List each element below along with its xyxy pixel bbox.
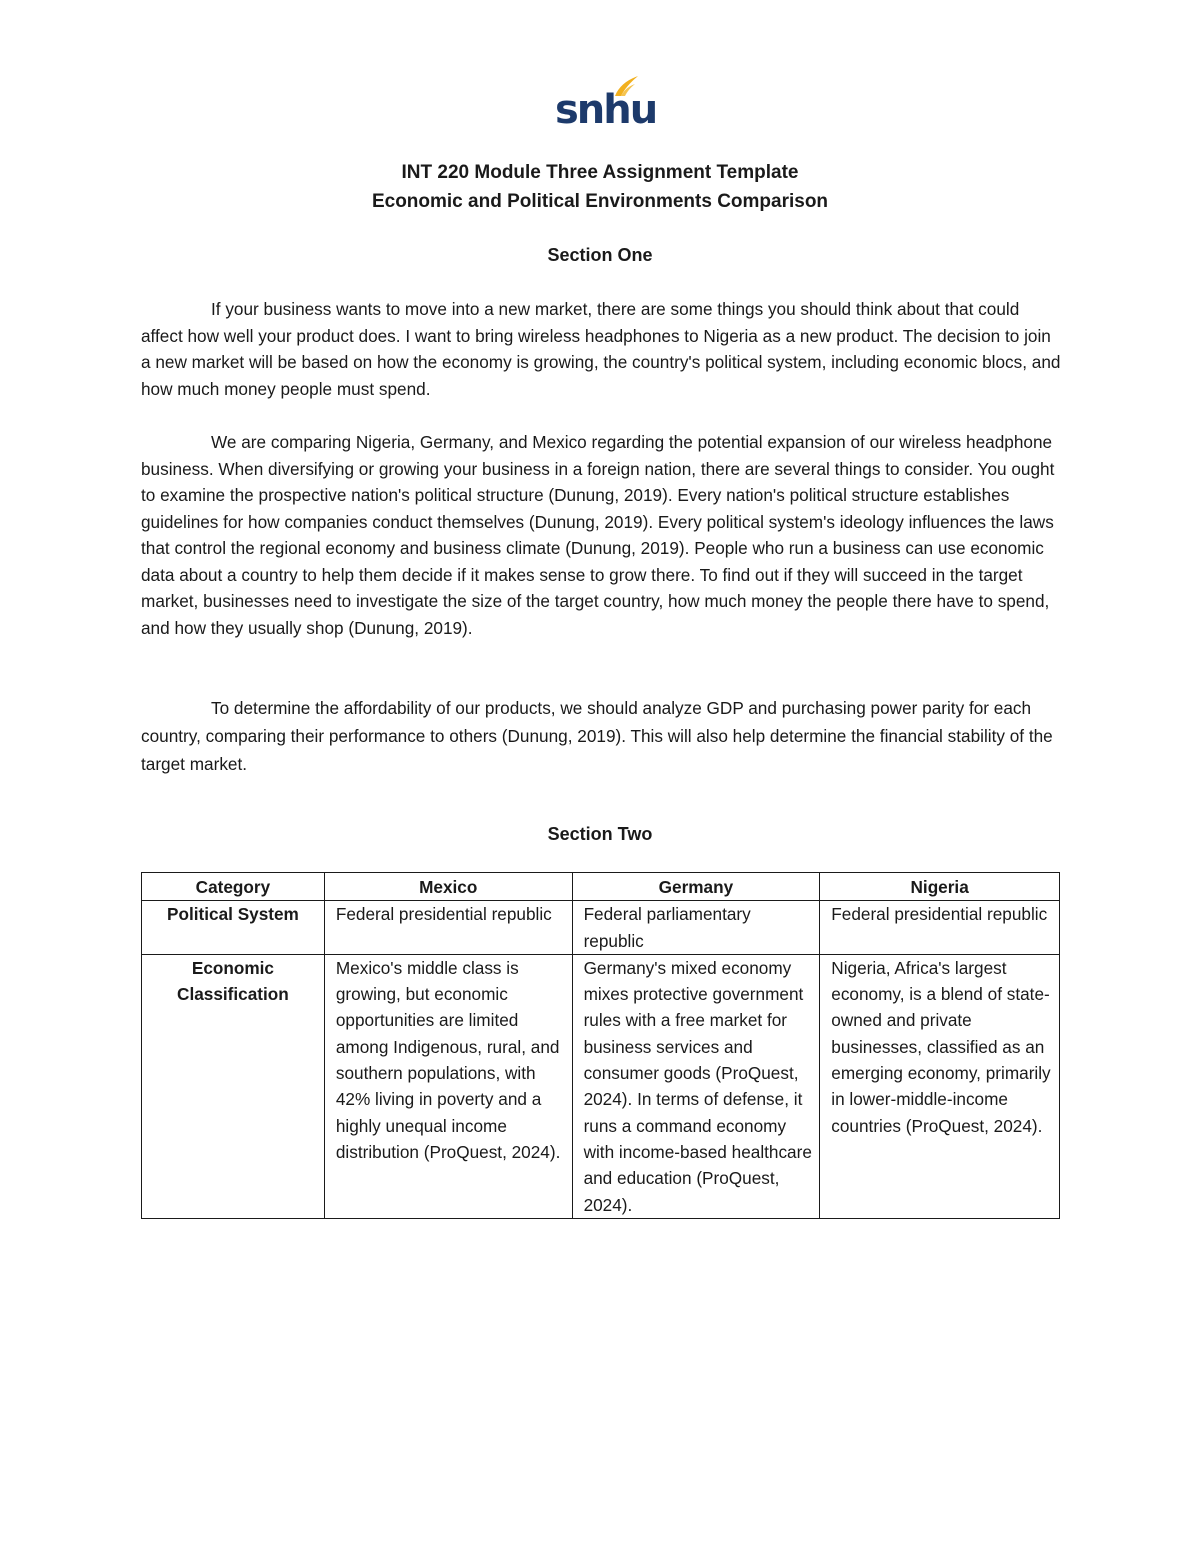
cell-nigeria-economic-classification: Nigeria, Africa's largest economy, is a blend of state-owned and private businesses, classified as an emerging economy, primarily in lower-middle-income countries (ProQuest, 2024). [820, 954, 1060, 1218]
column-header-nigeria: Nigeria [820, 873, 1060, 901]
column-header-category: Category [142, 873, 325, 901]
document-title-block [0, 158, 1200, 216]
cell-nigeria-political-system: Federal presidential republic [820, 901, 1060, 955]
document-subtitle: Economic and Political Environments Comparison [371, 191, 829, 212]
section-one-paragraph-3: To determine the affordability of our products, we should analyze GDP and purchasing power parity for each country, comparing their performance to others (Dunung, 2019). This will also help determine the financial stability of the target market. [141, 698, 1053, 774]
logo-wordmark: snhu [555, 87, 657, 133]
table-row [142, 901, 1060, 955]
cell-germany-political-system: Federal parliamentary republic [572, 901, 820, 955]
section-one-heading: Section One [547, 245, 653, 265]
cell-mexico-political-system: Federal presidential republic [324, 901, 572, 955]
table-row [142, 954, 1060, 1218]
column-header-germany: Germany [572, 873, 820, 901]
cell-mexico-economic-classification: Mexico's middle class is growing, but economic opportunities are limited among Indigenous, rural, and southern populations, with 42% living in poverty and a highly unequal income distribution (ProQuest, 2024). [324, 954, 572, 1218]
section-one-paragraph-2: We are comparing Nigeria, Germany, and Mexico regarding the potential expansion of our wireless headphone business. When diversifying or growing your business in a foreign nation, there are several things to consider. You ought to examine the prospective nation's political structure (Dunung, 2019). Every nation's political structure establishes guidelines for how companies conduct themselves (Dunung, 2019). Every political system's ideology influences the laws that control the regional economy and business climate (Dunung, 2019). People who run a business can use economic data about a country to help them decide if it makes sense to grow there. To find out if they will succeed in the target market, businesses need to investigate the size of the target country, how much money the people there have to spend, and how they usually shop (Dunung, 2019). [141, 432, 1055, 638]
row-header-economic-classification: Economic Classification [142, 954, 325, 1218]
comparison-table [141, 872, 1060, 1219]
cell-germany-economic-classification: Germany's mixed economy mixes protective government rules with a free market for business services and consumer goods (ProQuest, 2024). In terms of defense, it runs a command economy with income-based healthcare and education (ProQuest, 2024). [572, 954, 820, 1218]
document-title: INT 220 Module Three Assignment Template [401, 162, 799, 183]
snhu-logo [555, 74, 657, 133]
row-header-political-system: Political System [142, 901, 325, 955]
section-one-paragraph-1: If your business wants to move into a new market, there are some things you should think about that could affect how well your product does. I want to bring wireless headphones to Nigeria as a new product. The decision to join a new market will be based on how the economy is growing, the country's political system, including economic blocs, and how much money people must spend. [141, 299, 1061, 399]
section-two-heading: Section Two [547, 824, 653, 844]
column-header-mexico: Mexico [324, 873, 572, 901]
table-header-row [142, 873, 1060, 901]
